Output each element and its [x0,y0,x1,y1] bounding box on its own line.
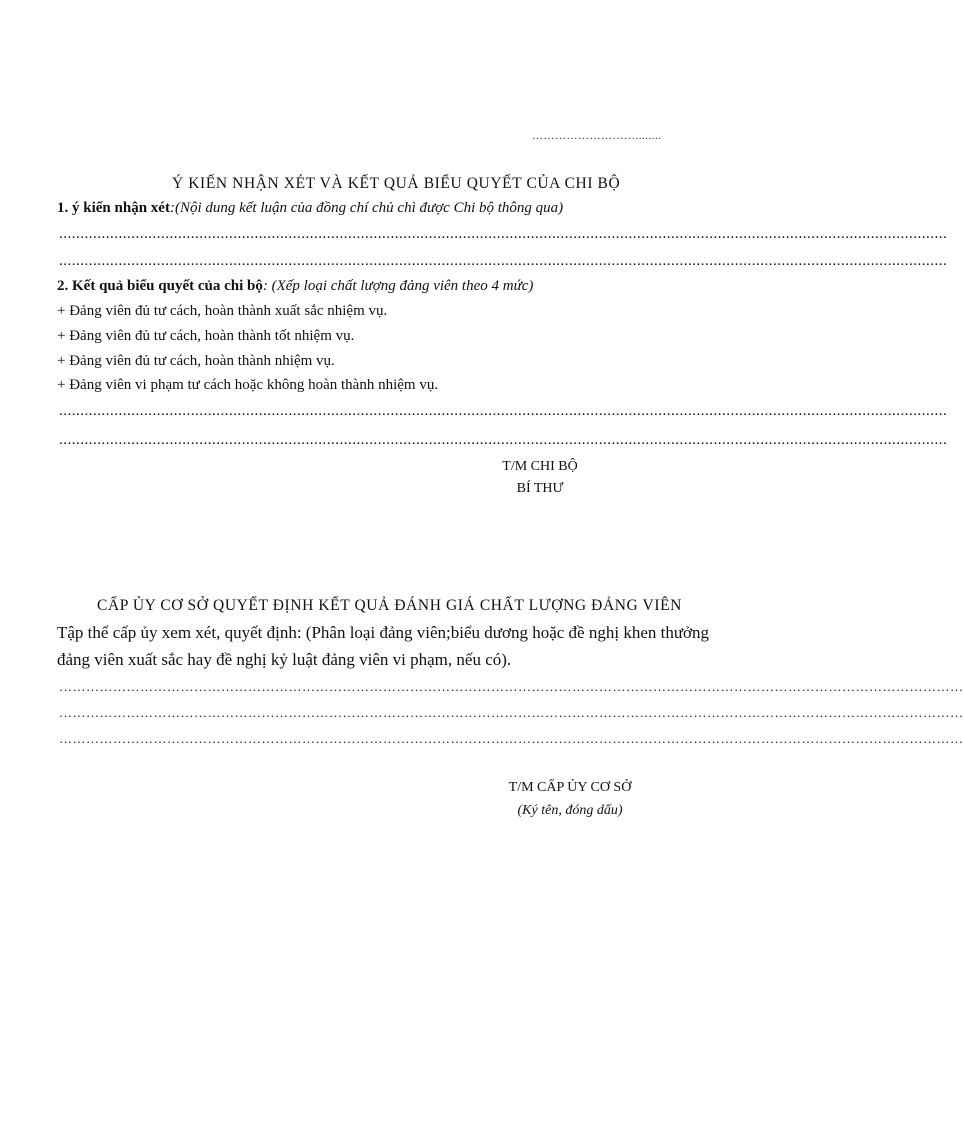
item2-label: 2. Kết quả biểu quyết của chi bộ [57,278,263,294]
fill-line: ………………………………………………………………………………………………………………………………………………………………………………… [59,679,964,694]
item1-line [57,200,563,217]
item2-note: : (Xếp loại chất lượng đảng viên theo 4 mức) [262,278,534,294]
option-item: + Đảng viên đủ tư cách, hoàn thành tốt nhiệm vụ. [57,328,355,344]
fill-line: ................................................................................................................................................................................................................. [59,253,948,269]
fill-line: ................................................................................................................................................................................................................. [59,432,948,448]
option-item: + Đảng viên vi phạm tư cách hoặc không hoàn thành nhiệm vụ. [57,377,439,393]
item1-note: :(Nội dung kết luận của đồng chí chủ chì được Chi bộ thông qua) [169,200,564,216]
section2-paragraph-line1: Tập thể cấp ủy xem xét, quyết định: (Phân loại đảng viên;biểu dương hoặc đề nghị khen thưởng [57,623,710,642]
fill-line: ................................................................................................................................................................................................................. [59,403,948,419]
fill-line: ………………………………………………………………………………………………………………………………………………………………………………… [59,731,964,746]
item2-line [57,278,533,295]
header-dotted-line: ………………………........ [532,130,662,142]
chibo-sign-title: T/M CHI BỘ [502,459,578,474]
section1-title: Ý KIẾN NHẬN XÉT VÀ KẾT QUẢ BIỂU QUYẾT CỦA CHI BỘ [172,175,621,192]
option-item: + Đảng viên đủ tư cách, hoàn thành nhiệm vụ. [57,353,335,369]
item1-label: 1. ý kiến nhận xét [57,200,170,216]
chibo-sign-role: BÍ THƯ [516,481,564,496]
capuy-sign-note: (Ký tên, đóng dấu) [517,803,623,818]
section2-paragraph-line2: đảng viên xuất sắc hay đề nghị kỷ luật đảng viên vi phạm, nếu có). [57,650,512,669]
option-item: + Đảng viên đủ tư cách, hoàn thành xuất sắc nhiệm vụ. [57,303,388,319]
fill-line: ................................................................................................................................................................................................................. [59,226,948,242]
section2-title: CẤP ỦY CƠ SỞ QUYẾT ĐỊNH KẾT QUẢ ĐÁNH GIÁ CHẤT LƯỢNG ĐẢNG VIÊN [97,597,682,614]
fill-line: ………………………………………………………………………………………………………………………………………………………………………………… [59,705,964,720]
capuy-sign-title: T/M CẤP ỦY CƠ SỞ [508,780,632,795]
